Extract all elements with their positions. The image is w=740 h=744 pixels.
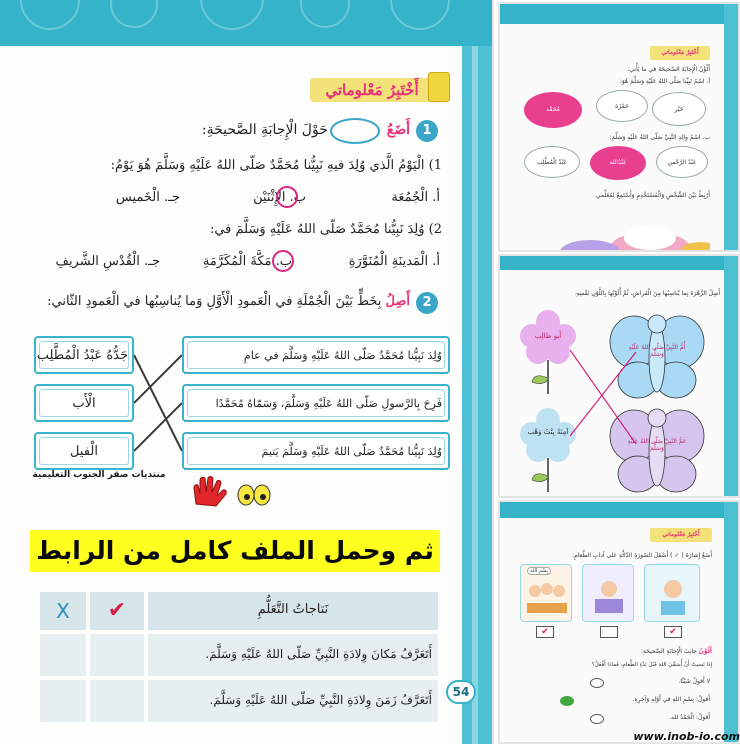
thumbnail-panel-1[interactable] — [498, 2, 740, 252]
section-title — [310, 72, 450, 106]
panel-question-line: أَصِلُ الزَّهْرَةَ بِما يُناسِبُها مِنَ الْفَراشِ، ثُمَّ أُلَوِّنُها بِاللَّوْنِ نَفْسِهِ. — [574, 290, 720, 297]
checkbox-checked[interactable]: ✔ — [536, 626, 554, 638]
band-ornament — [20, 0, 80, 30]
cross-column-header: X — [40, 592, 86, 630]
answer-oval-example — [330, 118, 380, 144]
match-line — [134, 355, 182, 451]
option-a[interactable]: أ. الْمَدينَةِ الْمُنَوَّرَةِ — [348, 254, 440, 269]
answer-line: أَقولُ: بِسْمِ اللهِ في أَوَّلِهِ وَآخِرِهِ. — [632, 696, 710, 703]
check-cell[interactable] — [90, 634, 144, 676]
picture-frame — [644, 564, 700, 622]
answer-cloud[interactable]: حَمْزَة — [596, 90, 648, 122]
child-washing-icon — [653, 577, 693, 617]
picture-frame — [582, 564, 634, 622]
match-box-right[interactable] — [182, 432, 450, 470]
panel-question-line — [540, 648, 712, 655]
download-banner[interactable]: ثم وحمل الملف كامل من الرابط — [30, 530, 440, 572]
instruction-verb: أَلْوِّنُ — [698, 648, 712, 655]
panel-question-line: أَرْبِطُ بَيْنَ الشَّخْصِ وَالْمُسْتَخْدِمِ وَأَسْتَمِعُ لِمُعَلِّمي. — [594, 192, 710, 199]
question-2-instruction — [24, 294, 410, 309]
flower-label: آمِنَةُ بِنْتُ وَهْب — [527, 428, 569, 436]
flower-icon — [518, 406, 578, 494]
panel-side-band — [724, 256, 738, 496]
matching-lines — [134, 336, 182, 472]
cross-cell[interactable] — [40, 680, 86, 722]
top-decorative-band — [0, 0, 494, 46]
butterfly-label: عَمُّ النَّبِيِّ صَلّى اللهُ عَلَيْهِ وَسَلَّمَ — [627, 438, 687, 452]
instruction-verb: أَضَعُ — [386, 122, 410, 138]
answer-line: أَقولُ: الْحَمْدُ لله. — [669, 714, 710, 721]
panel-question-line: أَضَعُ إِشارَةَ ( ✓ ) أَسْفَلَ الصّورَةِ الدّالَّةِ عَلى آدابِ الطَّعامِ: — [572, 552, 712, 559]
instruction-text: جانِبَ الْإِجابَةِ الصَّحيحَةِ: — [640, 648, 697, 655]
check-cell[interactable] — [90, 680, 144, 722]
section-title-text: أَخْتَبِرُ مَعْلوماتي — [310, 78, 434, 102]
eyes-mascot-icon — [236, 484, 272, 506]
match-text: وُلِدَ نَبِيُّنا مُحَمَّدٌ صَلّى اللهُ عَلَيْهِ وَسَلَّمَ يَتيمَ — [261, 445, 442, 458]
panel-question-line: ب. اسْمُ والِدِ النَّبِيِّ صَلّى اللهُ عَلَيْهِ وَسَلَّمَ: — [609, 134, 710, 141]
match-text: جَدُّهُ عَبْدُ الْمُطَّلِب — [36, 348, 128, 363]
answer-bubble[interactable] — [590, 678, 604, 688]
check-column-header: ✔ — [90, 592, 144, 630]
band-ornament — [300, 0, 350, 28]
panel-top-band — [500, 4, 738, 24]
selected-answer-circle — [276, 186, 298, 208]
outcome-text: أَتَعَرَّفُ مَكانَ وِلادَةِ النَّبِيِّ صَلّى اللهُ عَلَيْهِ وَسَلَّمَ. — [205, 647, 432, 661]
answer-line: لا أَقولُ شَيْئًا. — [678, 678, 710, 685]
child-eating-icon — [589, 577, 629, 617]
option-b[interactable]: ب. الإِثْنَيْن — [253, 190, 306, 205]
match-line — [134, 355, 182, 403]
outcome-text: أَتَعَرَّفُ زَمَنَ وِلادَةِ النَّبِيِّ صَلّى اللهُ عَلَيْهِ وَسَلَّمَ. — [209, 693, 432, 707]
answer-cloud-selected[interactable]: عَبْدُالله — [590, 146, 646, 180]
checkbox-empty[interactable] — [600, 626, 618, 638]
match-text: وُلِدَ نَبِيُّنا مُحَمَّدٌ صَلّى اللهُ عَلَيْهِ وَسَلَّمَ في عامِ — [243, 349, 442, 362]
match-box-left[interactable] — [34, 336, 134, 374]
match-box-left[interactable] — [34, 384, 134, 422]
panel-question-line: إِذا نَسيتُ أَنْ أُسَمِّيَ اللهَ قَبْلَ بَدْءِ الطَّعامِ، فَماذا أَفْعَلُ؟ — [591, 662, 712, 668]
outcome-row — [148, 680, 438, 722]
panel-title: أَخْتَبِرُ مَعْلوماتي — [650, 46, 710, 60]
instruction-verb: أَصِلُ — [385, 294, 410, 309]
answer-cloud[interactable]: عَبْدُ الرَّحْمن — [656, 146, 708, 178]
answer-cloud-selected[interactable]: مُحَمَّد — [524, 92, 582, 128]
answer-bubble-filled[interactable] — [560, 696, 574, 706]
panel-top-band — [500, 256, 738, 270]
band-ornament — [390, 0, 450, 30]
match-text: الْفيل — [70, 444, 98, 459]
outcomes-header-cell — [148, 592, 438, 630]
answer-cloud[interactable]: خَيْر — [652, 92, 706, 126]
panel-title: أَخْتَبِرُ مَعْلوماتي — [650, 528, 712, 542]
flower-icon — [518, 308, 578, 396]
match-line — [134, 403, 182, 451]
flowers-illustration-icon — [550, 208, 710, 252]
notebook-icon — [428, 72, 450, 102]
selected-answer-circle — [272, 250, 294, 272]
band-ornament — [200, 0, 264, 30]
outcomes-header: نَتاجاتُ التَّعَلُّمِ — [257, 602, 329, 617]
answer-bubble[interactable] — [590, 714, 604, 724]
hand-mascot-icon — [190, 476, 230, 508]
panel-question-line: أ. اسْمُ نَبِيِّنا صَلّى اللهُ عَلَيْهِ وَسَلَّمَ هُوَ: — [619, 78, 710, 85]
panel-question-line: أَلْوِّنُ الْإِجابَةَ الصَّحيحَةَ في ما يَأْتي: — [627, 66, 710, 73]
thumbnail-panel-3[interactable] — [498, 500, 740, 744]
panel-side-band — [724, 4, 738, 250]
forum-credit: منتديات صقر الجنوب التعليمية — [32, 470, 166, 480]
flower-label: أَبو طالِب — [534, 332, 562, 340]
instruction-text: بِخَطٍّ بَيْنَ الْجُمْلَةِ في الْعَمودِ الْأَوَّلِ وَما يُناسِبُها في الْعَمودِ الثّاني: — [47, 294, 382, 309]
option-c[interactable]: جـ. الْقُدْسِ الشَّريفِ — [55, 254, 160, 269]
instruction-text: حَوْلَ الْإِجابَةِ الصَّحيحَةِ: — [201, 122, 328, 138]
checkbox-checked[interactable]: ✔ — [664, 626, 682, 638]
match-box-right[interactable] — [182, 384, 450, 422]
panel-top-band — [500, 502, 738, 518]
question-1-item-2: 2) وُلِدَ نَبِيُّنا مُحَمَّدٌ صَلّى اللهُ عَلَيْهِ وَسَلَّمَ في: — [209, 222, 442, 237]
option-c[interactable]: جـ. الْخَميس — [115, 190, 180, 205]
question-number: 1 — [416, 120, 438, 142]
speech-bubble: بِسْمِ الله — [527, 567, 551, 575]
match-box-right[interactable] — [182, 336, 450, 374]
question-number: 2 — [416, 292, 438, 314]
right-side-stripe — [472, 46, 478, 744]
page-number: 54 — [446, 680, 476, 704]
right-side-band — [462, 46, 494, 744]
site-watermark[interactable]: www.inob-io.com — [633, 730, 740, 743]
option-a[interactable]: أ. الْجُمُعَة — [391, 190, 440, 205]
option-b[interactable]: ب. مَكَّةَ الْمُكَرَّمَةِ — [202, 254, 292, 269]
outcome-row — [148, 634, 438, 676]
thumbnail-panel-2[interactable] — [498, 254, 740, 498]
panel-side-band — [724, 502, 738, 742]
match-text: فَرِحَ بِالرَّسولِ صَلّى اللهُ عَلَيْهِ وَسَلَّمَ، وَسَمّاهُ مُحَمَّدًا — [215, 397, 442, 410]
picture-frame — [520, 564, 572, 622]
band-ornament — [110, 0, 158, 28]
answer-cloud[interactable]: عَبْدُ الْمُطَّلِب — [524, 146, 580, 178]
matching-lines — [570, 346, 640, 446]
family-meal-icon — [525, 579, 569, 619]
match-box-left[interactable] — [34, 432, 134, 470]
question-1-item-1: 1) الْيَوْمُ الَّذي وُلِدَ فيهِ نَبِيُّنا مُحَمَّدٌ صَلّى اللهُ عَلَيْهِ وَسَلَّمَ هُوَ يَوْمُ: — [110, 158, 442, 173]
match-text: الْأَب — [72, 396, 96, 411]
cross-cell[interactable] — [40, 634, 86, 676]
butterfly-label: أُمُّ النَّبِيِّ صَلّى اللهُ عَلَيْهِ وَسَلَّمَ — [628, 344, 686, 358]
